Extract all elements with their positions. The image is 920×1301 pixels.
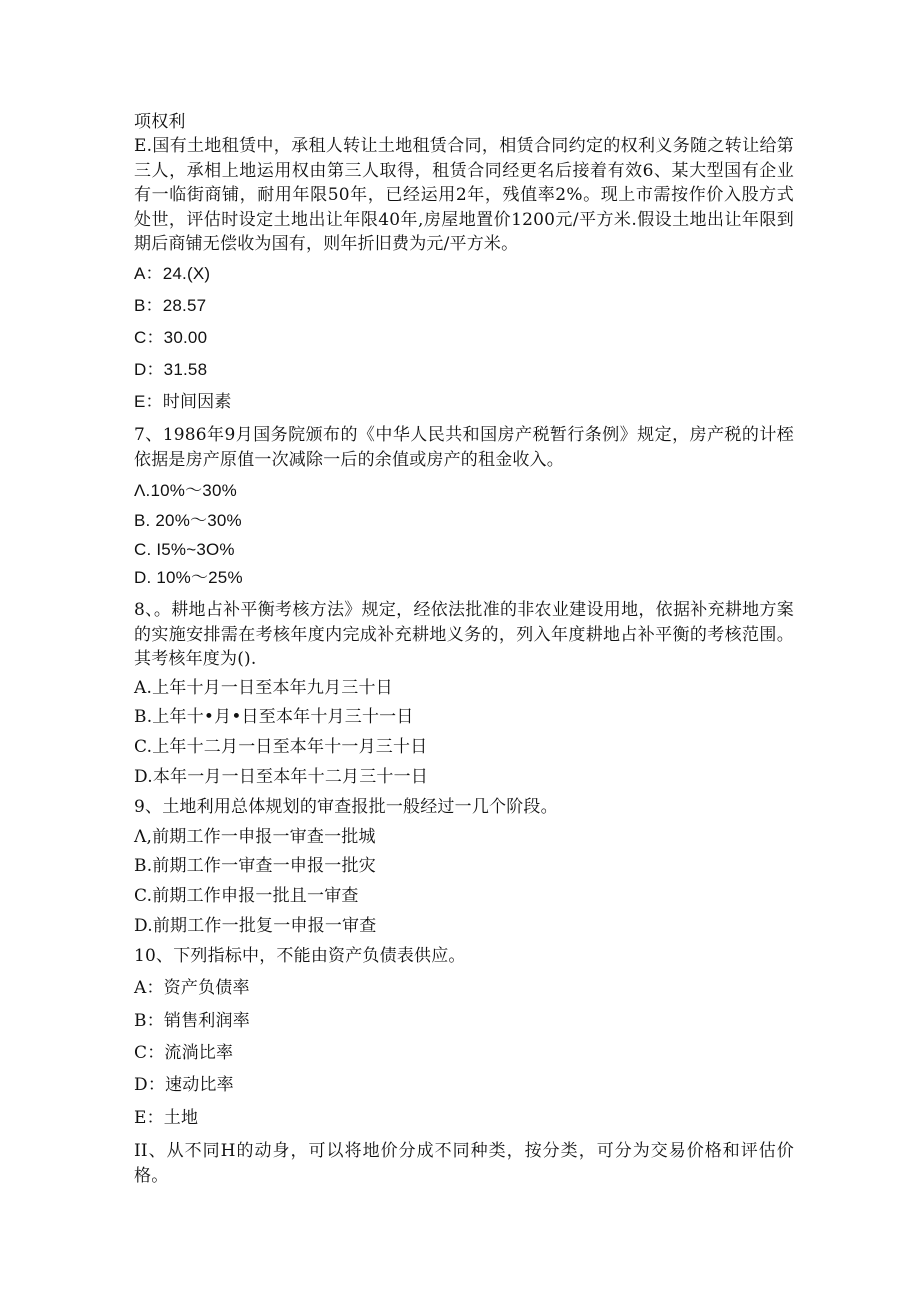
paragraph-option-e-and-question-6: E.国有土地租赁中，承租人转让土地租赁合同，相赁合同约定的权利义务随之转让给第三人，承相上地运用权由第三人取得，租赁合同经更名后接着有效6、某大型国有企业有一临街商铺，耐用年限50年，已经运用2年，残值率2%。现上市需按作价入股方式处世，评估时设定土地出让年限40年,房屋地置价1200元/平方米.假设土地出让年限到期后商铺无偿收为国有，则年折旧费为元/平方米。 — [134, 136, 794, 254]
question-10-text: 10、下列指标中，不能由资产负债表供应。 — [134, 946, 466, 966]
question-7-text: 7、1986年9月国务院颁布的《中华人民共和国房产税暂行条例》规定，房产税的计桎依据是房产原值一次减除一后的余值或房产的租金收入。 — [134, 425, 794, 470]
question-8-text: 8、。耕地占补平衡考核方法》规定，经依法批准的非农业建设用地，依据补充耕地方案的实施安排需在考核年度内完成补充耕地义务的，列入年度耕地占补平衡的考核范围。其考核年度为(). — [134, 600, 794, 669]
question-10-option-a: A：资产负债率 — [134, 978, 250, 998]
question-10-option-c: C：流淌比率 — [134, 1043, 234, 1063]
question-9-text: 9、土地利用总体规划的审查报批一般经过一几个阶段。 — [134, 797, 558, 817]
question-6-option-c: C：30.00 — [134, 328, 208, 347]
text-line-heading-fragment: 项权利 — [134, 112, 186, 132]
question-7-option-d: D. 10%～25% — [134, 568, 243, 587]
question-10-option-b: B：销售利润率 — [134, 1011, 250, 1031]
question-6-option-e: E：时间因素 — [134, 392, 232, 411]
question-10-option-e: E：土地 — [134, 1108, 199, 1128]
question-11-text: II、从不同H的动身，可以将地价分成不同种类，按分类，可分为交易价格和评估价格。 — [134, 1141, 794, 1186]
question-8-option-d: D.本年一月一日至本年十二月三十一日 — [134, 767, 429, 787]
question-10-option-d: D：速动比率 — [134, 1075, 234, 1095]
question-6-option-d: D：31.58 — [134, 360, 208, 379]
question-9-option-d: D.前期工作一批复一申报一审查 — [134, 916, 377, 936]
question-8-option-b: B.上年十•月•日至本年十月三十一日 — [134, 707, 414, 727]
question-6-option-a: A：24.(X) — [134, 264, 211, 283]
question-8-option-a: A.上年十月一日至本年九月三十日 — [134, 678, 393, 698]
question-9-option-b: B.前期工作一审查一申报一批灾 — [134, 856, 376, 876]
question-7-option-c: C. I5%~3O% — [134, 540, 235, 559]
question-7-option-b: B. 20%～30% — [134, 511, 242, 530]
question-6-option-b: B：28.57 — [134, 296, 207, 315]
question-7-option-a: Λ.10%～30% — [134, 481, 237, 500]
question-9-option-c: C.前期工作申报一批且一审查 — [134, 886, 359, 906]
question-9-option-a: Λ,前期工作一申报一审查一批城 — [134, 827, 376, 847]
question-8-option-c: C.上年十二月一日至本年十一月三十日 — [134, 737, 428, 757]
